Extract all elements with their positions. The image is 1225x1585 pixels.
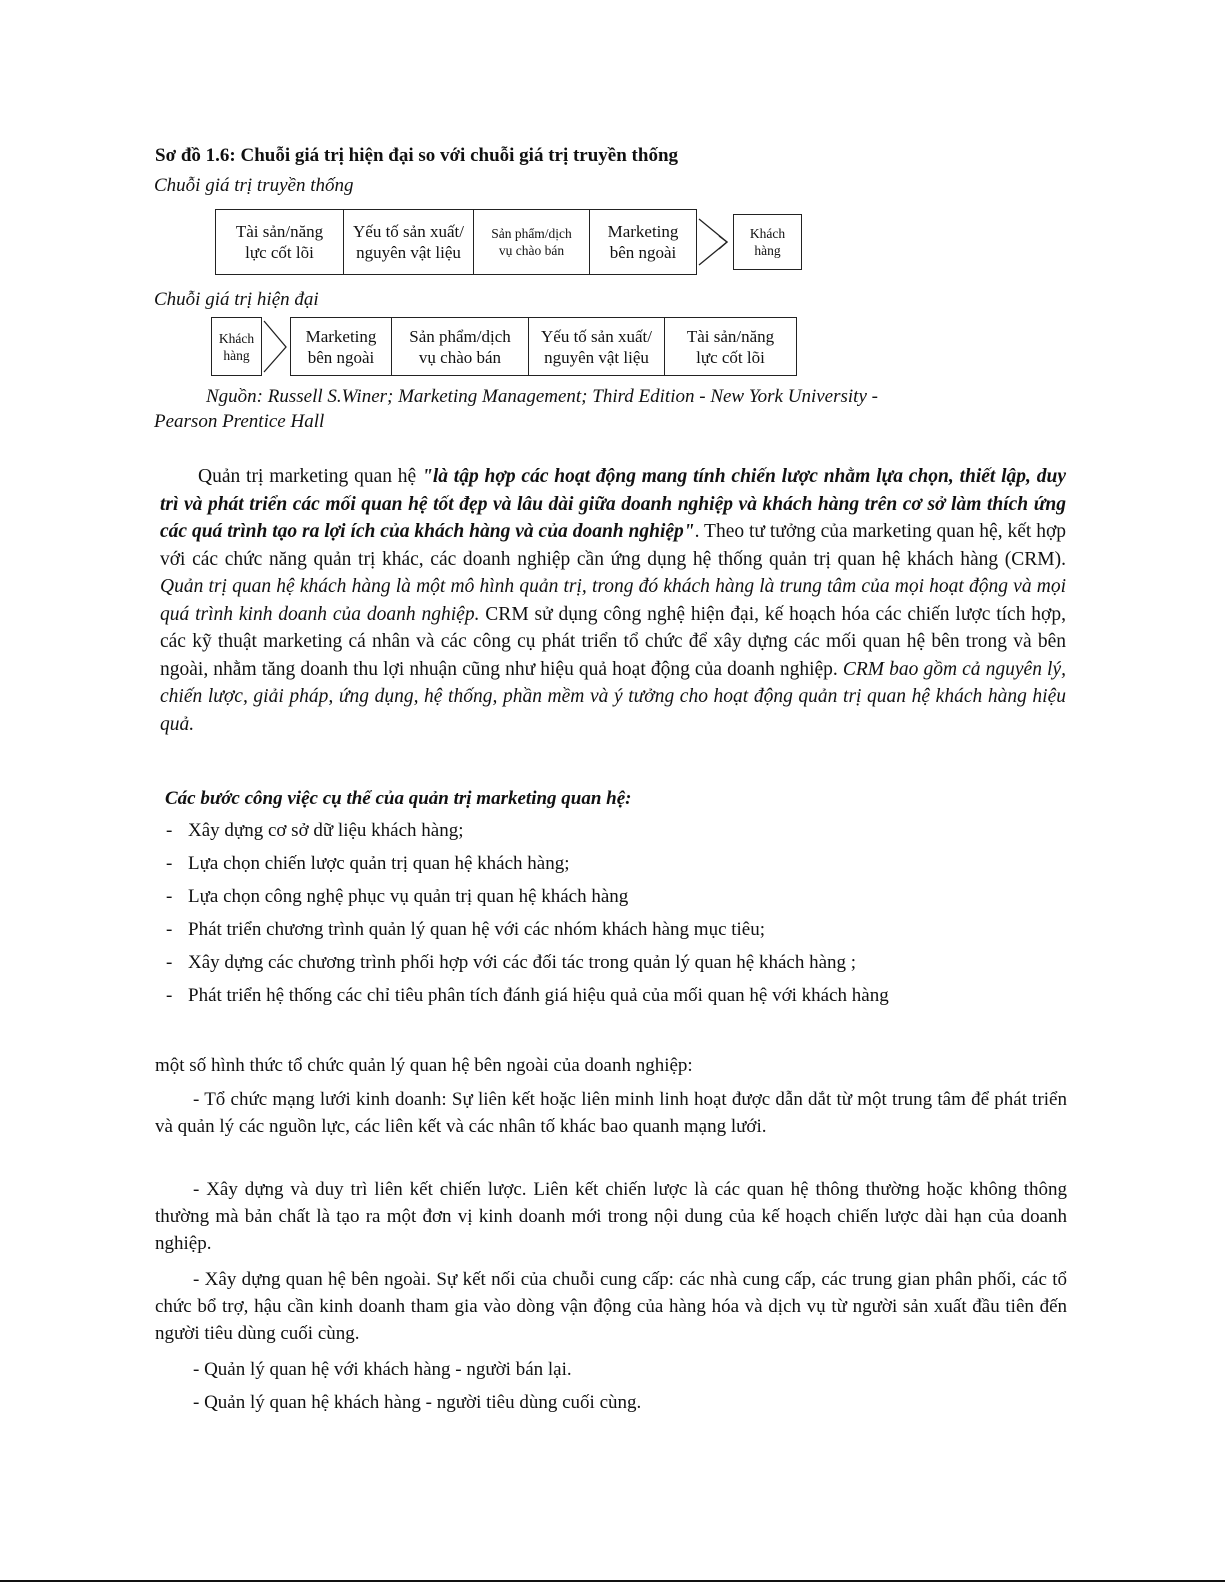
list-item: - Lựa chọn chiến lược quản trị quan hệ khách hàng; bbox=[166, 853, 570, 874]
steps-list bbox=[166, 819, 1006, 1017]
chain-box: Sản phẩm/dịch vụ chào bán bbox=[392, 317, 529, 376]
list-item: - Lựa chọn công nghệ phục vụ quản trị quan hệ khách hàng bbox=[166, 886, 629, 907]
steps-title: Các bước công việc cụ thể của quản trị marketing quan hệ: bbox=[165, 788, 632, 809]
customer-box: Khách hàng bbox=[733, 214, 802, 270]
modern-value-chain bbox=[211, 317, 797, 376]
forms-paragraph-5: - Quản lý quan hệ khách hàng - người tiêu dùng cuối cùng. bbox=[193, 1392, 642, 1413]
customer-box: Khách hàng bbox=[211, 317, 262, 376]
chain-box: Yếu tố sản xuất/ nguyên vật liệu bbox=[529, 317, 665, 376]
list-item: - Phát triển chương trình quản lý quan hệ với các nhóm khách hàng mục tiêu; bbox=[166, 919, 766, 940]
forms-paragraph-3: - Xây dựng quan hệ bên ngoài. Sự kết nối của chuỗi cung cấp: các nhà cung cấp, các trung gian phân phối, các tổ chức bổ trợ, hậu cần kinh doanh tham gia vào dòng vận động của hàng hóa và dịch vụ từ người sản xuất đầu tiên đến người tiêu dùng cuối cùng. bbox=[155, 1269, 1067, 1344]
list-item: - Xây dựng các chương trình phối hợp với các đối tác trong quản lý quan hệ khách hàng ; bbox=[166, 952, 857, 973]
chevron-arrow-icon bbox=[697, 209, 733, 275]
forms-paragraph-1: - Tổ chức mạng lưới kinh doanh: Sự liên kết hoặc liên minh linh hoạt được dẫn dắt từ một trung tâm để phát triển và quản lý các nguồn lực, các liên kết và các nhân tố khác bao quanh mạng lưới. bbox=[155, 1089, 1067, 1137]
chain-box: Sản phẩm/dịch vụ chào bán bbox=[474, 209, 590, 275]
chevron-arrow-icon bbox=[262, 317, 290, 376]
traditional-value-chain bbox=[215, 209, 802, 275]
source-line-1: Nguồn: Russell S.Winer; Marketing Management; Third Edition - New York University - bbox=[206, 386, 878, 407]
page-bottom-rule bbox=[0, 1580, 1225, 1582]
list-item: - Phát triển hệ thống các chỉ tiêu phân tích đánh giá hiệu quả của mối quan hệ với khách hàng bbox=[166, 985, 889, 1006]
modern-chain-label: Chuỗi giá trị hiện đại bbox=[154, 289, 319, 310]
chain-box: Tài sản/năng lực cốt lõi bbox=[215, 209, 344, 275]
forms-paragraph-2: - Xây dựng và duy trì liên kết chiến lược. Liên kết chiến lược là các quan hệ thông thường hoặc không thông thường mà bản chất là tạo ra một đơn vị kinh doanh mới trong nội dung của kế hoạch chiến lược dài hạn của doanh nghiệp. bbox=[155, 1179, 1067, 1254]
traditional-chain-label: Chuỗi giá trị truyền thống bbox=[154, 175, 354, 196]
source-line-2: Pearson Prentice Hall bbox=[154, 411, 325, 432]
crm-paragraph: Quản trị marketing quan hệ "là tập hợp các hoạt động mang tính chiến lược nhằm lựa chọn, thiết lập, duy trì và phát triển các mối quan hệ tốt đẹp và lâu dài giữa doanh nghiệp và khách hàng trên cơ sở làm thích ứng các quá trình tạo ra lợi ích của khách hàng và của doanh nghiệp". Theo tư tưởng của marketing quan hệ, kết hợp với các chức năng quản trị khác, các doanh nghiệp cần ứng dụng hệ thống quản trị quan hệ khách hàng (CRM). Quản trị quan hệ khách hàng là một mô hình quản trị, trong đó khách hàng là trung tâm của mọi hoạt động và mọi quá trình kinh doanh của doanh nghiệp. CRM sử dụng công nghệ hiện đại, kế hoạch hóa các chiến lược tích hợp, các kỹ thuật marketing cá nhân và các công cụ phát triển tổ chức để xây dựng các mối quan hệ bên trong và bên ngoài, nhằm tăng doanh thu lợi nhuận cũng như hiệu quả hoạt động của doanh nghiệp. CRM bao gồm cả nguyên lý, chiến lược, giải pháp, ứng dụng, hệ thống, phần mềm và ý tưởng cho hoạt động quản trị quan hệ khách hàng hiệu quả. bbox=[160, 466, 1067, 735]
chain-box: Tài sản/năng lực cốt lõi bbox=[665, 317, 797, 376]
chain-box: Yếu tố sản xuất/ nguyên vật liệu bbox=[344, 209, 474, 275]
forms-paragraph-4: - Quản lý quan hệ với khách hàng - người bán lại. bbox=[193, 1359, 572, 1380]
forms-intro: một số hình thức tổ chức quản lý quan hệ bên ngoài của doanh nghiệp: bbox=[155, 1055, 693, 1076]
chain-box: Marketing bên ngoài bbox=[290, 317, 392, 376]
chain-box: Marketing bên ngoài bbox=[590, 209, 697, 275]
list-item: - Xây dựng cơ sở dữ liệu khách hàng; bbox=[166, 820, 464, 841]
figure-heading: Sơ đồ 1.6: Chuỗi giá trị hiện đại so với chuỗi giá trị truyền thống bbox=[155, 145, 679, 166]
